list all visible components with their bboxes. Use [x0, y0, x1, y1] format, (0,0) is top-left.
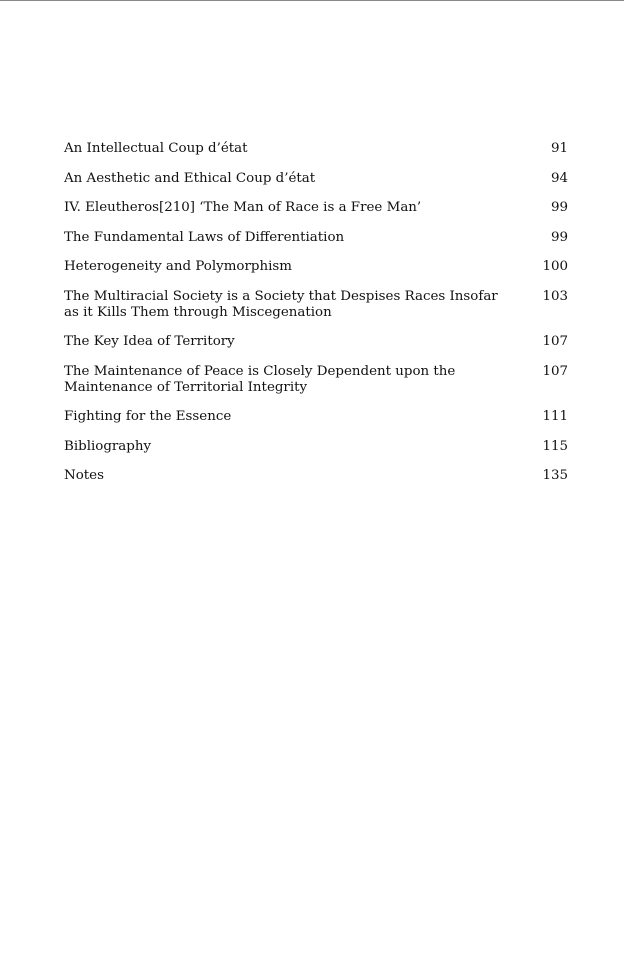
toc-entry-page: 99 — [550, 229, 568, 245]
top-border — [0, 0, 624, 1]
toc-entry-title: The Key Idea of Territory — [64, 334, 235, 349]
toc-entry-title: IV. Eleutheros[210] ‘The Man of Race is a Free Man’ — [64, 200, 422, 215]
toc-entry-page: 103 — [542, 288, 568, 304]
toc-entry-page: 94 — [550, 170, 568, 186]
toc-entry-title: An Intellectual Coup d’état — [64, 141, 248, 156]
toc-entry[interactable] — [64, 171, 568, 187]
toc-entry-page: 111 — [542, 409, 568, 424]
toc-entry[interactable] — [64, 334, 568, 350]
toc-entry-title: Heterogeneity and Polymorphism — [64, 259, 292, 274]
toc-entry[interactable] — [64, 259, 568, 275]
toc-entry-title: Fighting for the Essence — [64, 409, 232, 424]
toc-entry[interactable] — [64, 364, 568, 396]
toc-entry[interactable] — [64, 289, 568, 321]
toc-entry[interactable] — [64, 409, 568, 425]
toc-entry-title: Bibliography — [64, 438, 152, 454]
toc-entry[interactable] — [64, 230, 568, 246]
toc-entry[interactable] — [64, 200, 568, 216]
toc-entry-title: An Aesthetic and Ethical Coup d’état — [64, 170, 316, 186]
toc-entry-title: The Fundamental Laws of Differentiation — [64, 229, 345, 245]
toc-entry-page: 107 — [542, 334, 568, 349]
toc-entry-page: 135 — [542, 468, 568, 483]
toc-entry-page: 99 — [550, 200, 568, 215]
toc-entry[interactable] — [64, 468, 568, 484]
toc-entry[interactable] — [64, 439, 568, 455]
table-of-contents — [64, 141, 568, 498]
toc-entry[interactable] — [64, 141, 568, 157]
toc-entry-page: 100 — [542, 259, 568, 274]
toc-entry-title: The Maintenance of Peace is Closely Dependent upon the Maintenance of Territorial Integrity — [64, 363, 456, 395]
toc-entry-title: Notes — [64, 468, 104, 483]
toc-entry-page: 91 — [550, 141, 568, 156]
toc-entry-page: 107 — [542, 363, 568, 379]
toc-entry-page: 115 — [542, 438, 568, 454]
toc-entry-title: The Multiracial Society is a Society that Despises Races Insofar as it Kills Them through Miscegenation — [64, 288, 498, 320]
